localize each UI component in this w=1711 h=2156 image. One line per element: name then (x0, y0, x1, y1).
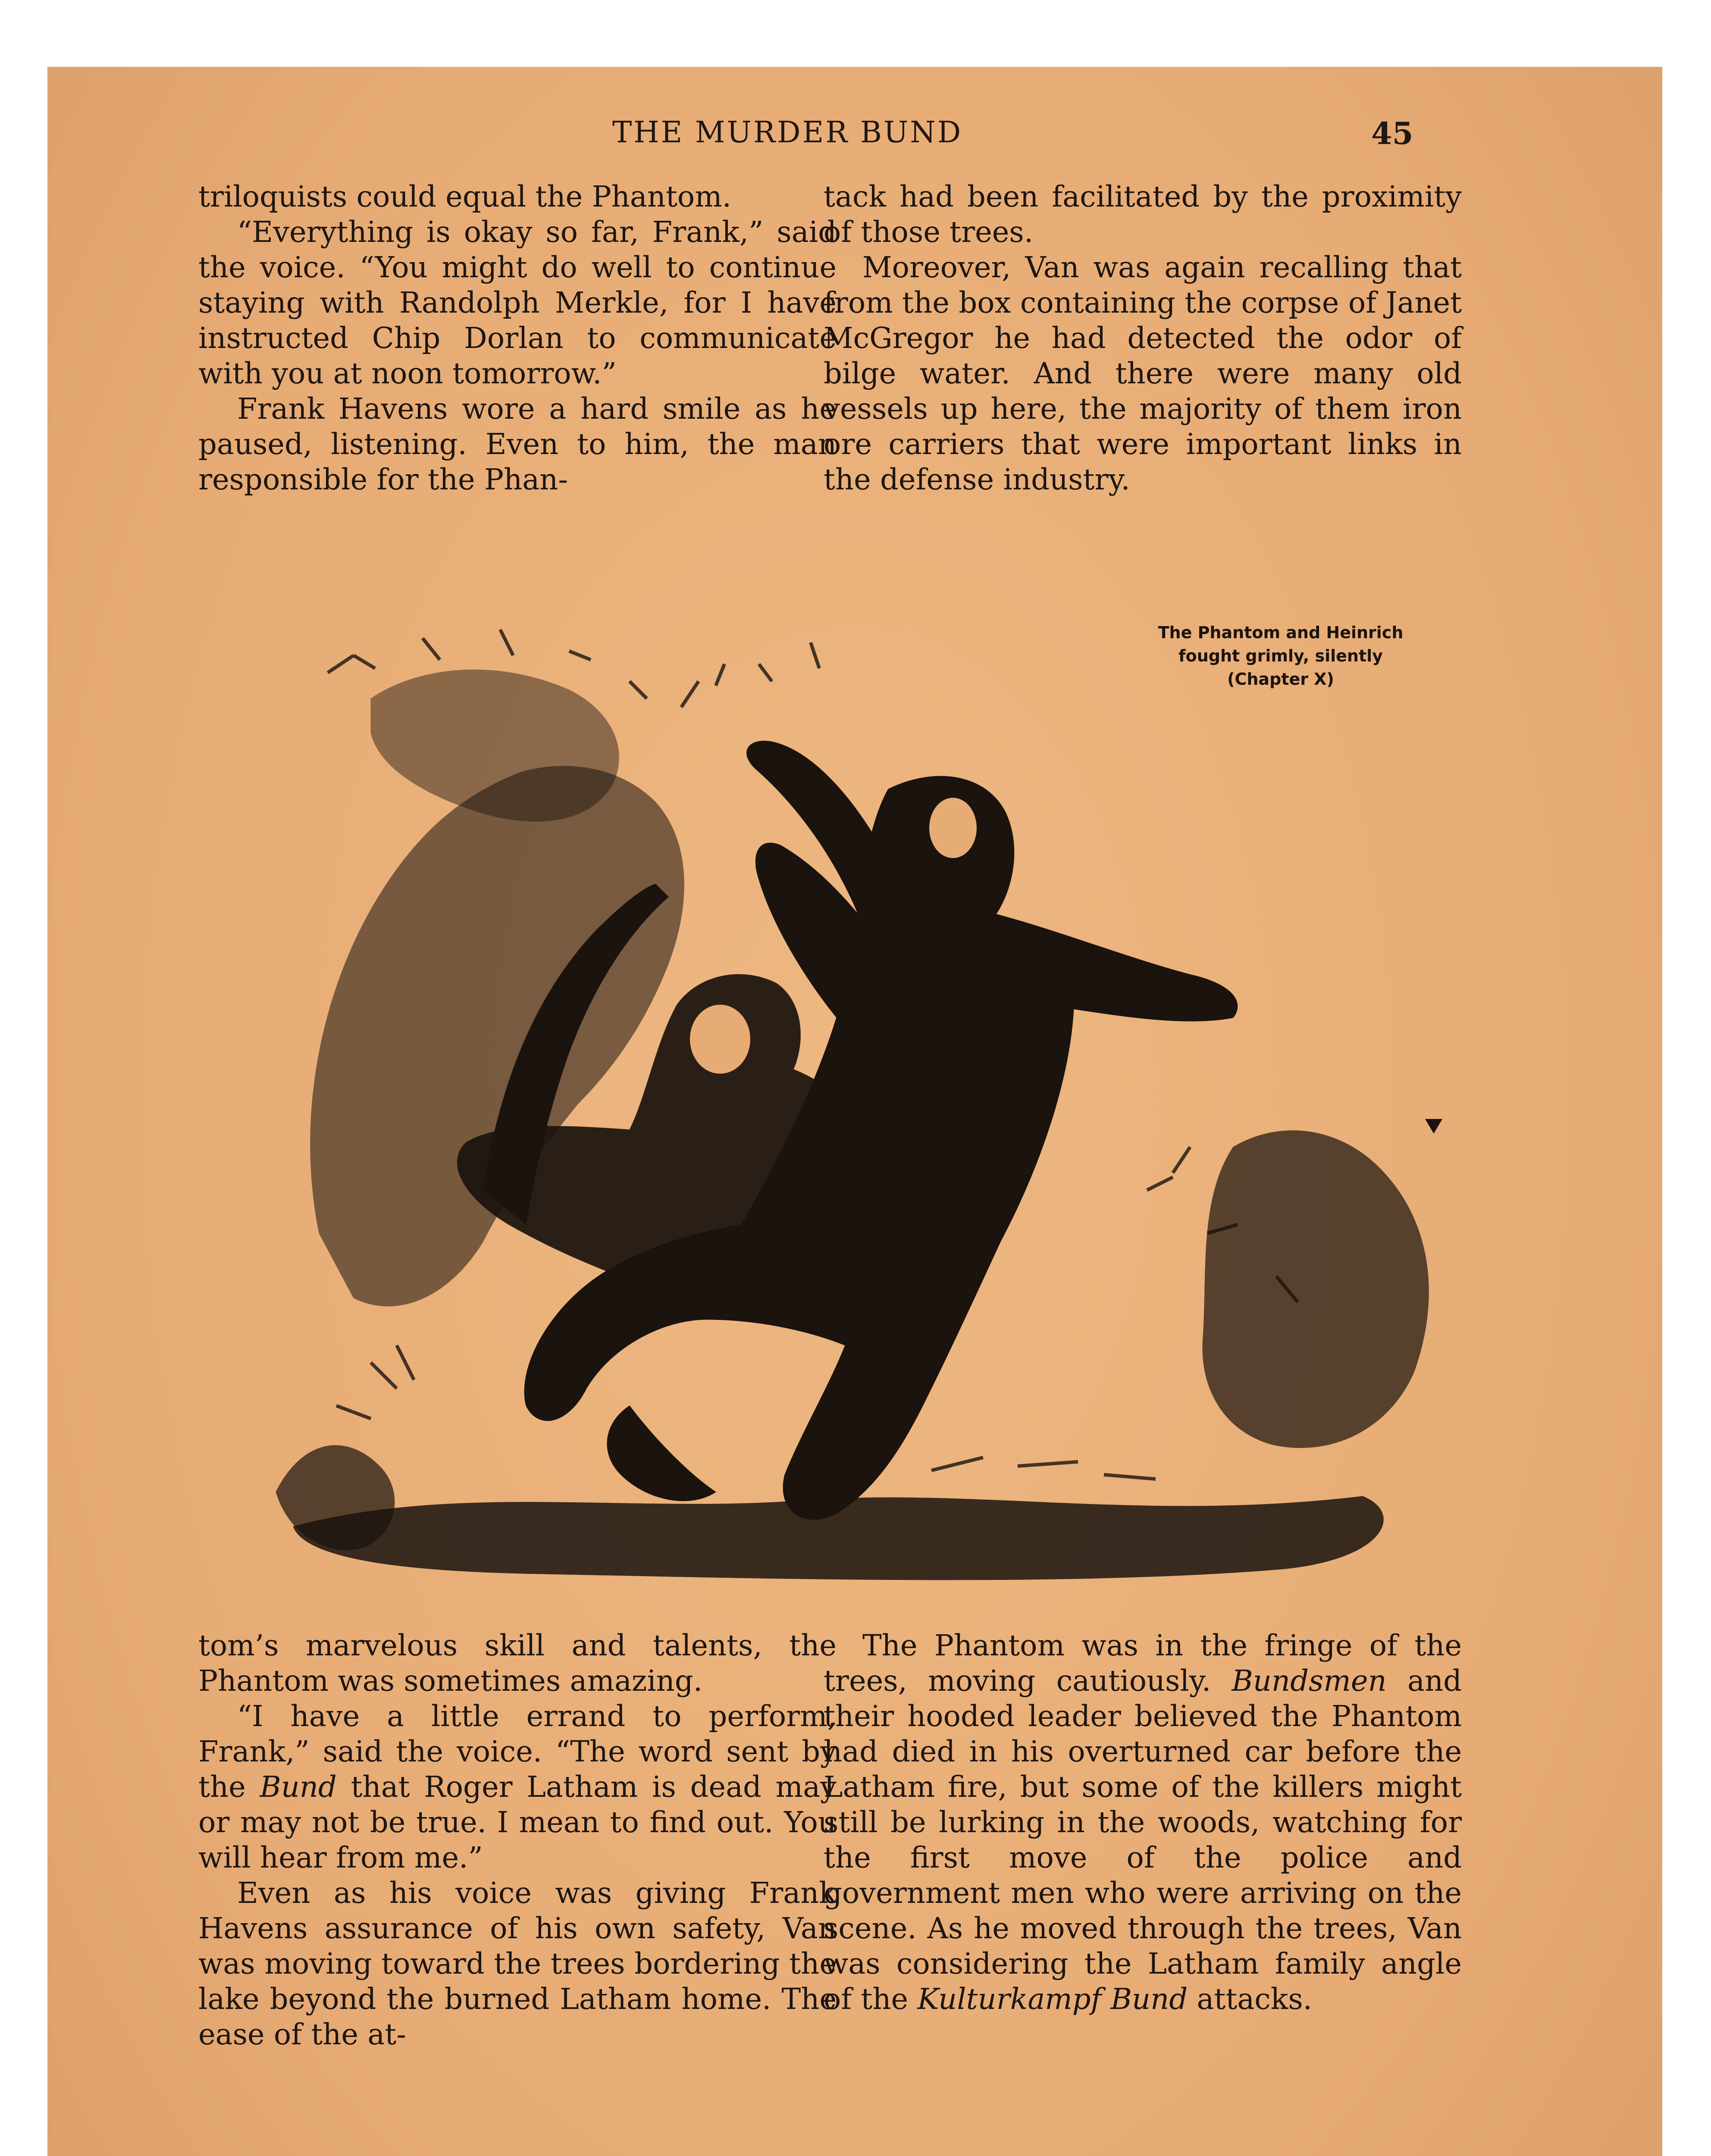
italic-text: Kulturkampf Bund (917, 1982, 1188, 2016)
paragraph: “Everything is okay so far, Frank,” said the voice. “You might do well to continue staying with Randolph Merkle, for I have instructed Chip Dorlan to communicate with you at noon tomorrow.” (198, 215, 837, 390)
column-top-left (198, 179, 837, 497)
italic-text: Bund (260, 1770, 337, 1804)
column-bottom-right (824, 1628, 1462, 2017)
caption-line: (Chapter X) (1227, 670, 1334, 689)
column-top-right (824, 179, 1462, 497)
text-run: and their hooded leader believed the Phantom had died in his overturned car before the Latham fire, but some of the killers might still be lurking in the woods, watching for the first move of the police and government men who were arriving on the scene. As he moved through the trees, Van was considering the Latham family angle of the (824, 1664, 1462, 2016)
running-title: THE MURDER BUND (612, 116, 963, 150)
running-head (0, 116, 1615, 154)
page-number: 45 (1371, 116, 1413, 151)
paragraph: Moreover, Van was again recalling that from the box containing the corpse of Janet McGregor he had detected the odor of bilge water. And there were many old vessels up here, the majority of them iron ore carriers that were important links in the defense industry. (824, 251, 1462, 496)
text-run: attacks. (1188, 1982, 1313, 2016)
paragraph: tack had been facilitated by the proximity of those trees. (824, 180, 1462, 249)
text-run: The Phantom was in the fringe of the trees, moving cautiously. (824, 1629, 1462, 1698)
column-bottom-left (198, 1628, 837, 2052)
paragraph: Even as his voice was giving Frank Havens assurance of his own safety, Van was moving toward the trees bordering the lake beyond the burned Latham home. The ease of the at- (198, 1876, 837, 2051)
paragraph: tom’s marvelous skill and talents, the Phantom was sometimes amazing. (198, 1629, 837, 1698)
illustration-caption (1087, 621, 1475, 691)
italic-text: Bundsmen (1232, 1664, 1387, 1698)
text-run: “I have a little errand to perform, Frank,” said the voice. “The word sent by the (198, 1699, 837, 1804)
paragraph: triloquists could equal the Phantom. (198, 180, 732, 213)
fight-illustration (241, 586, 1475, 1634)
paragraph: Frank Havens wore a hard smile as he paused, listening. Even to him, the man responsible for the Phan- (198, 392, 837, 496)
paragraph (824, 1628, 1462, 2017)
paragraph (198, 1698, 837, 1875)
caption-line: fought grimly, silently (1178, 646, 1383, 665)
triangle-marker-icon (1425, 1119, 1442, 1134)
text-run: that Roger Latham is dead may or may not be true. I mean to find out. You will hear from me.” (198, 1770, 837, 1874)
caption-line: The Phantom and Heinrich (1158, 623, 1404, 642)
